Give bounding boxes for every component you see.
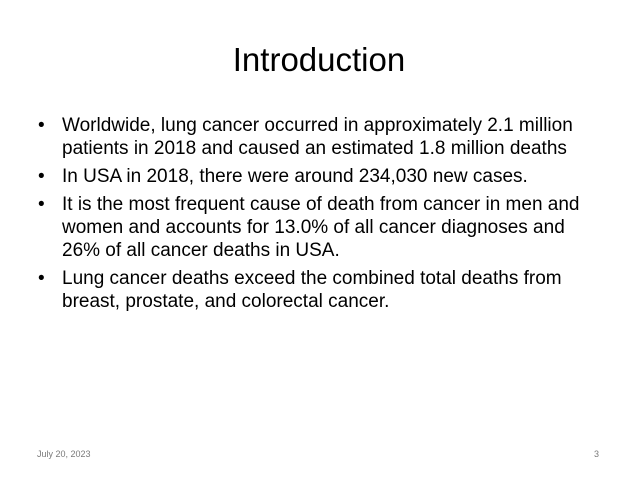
footer-date: July 20, 2023 bbox=[37, 449, 91, 459]
slide-title: Introduction bbox=[232, 41, 406, 78]
bullet-item bbox=[38, 193, 608, 262]
page-number: 3 bbox=[593, 449, 599, 459]
bullet-list bbox=[38, 114, 608, 318]
bullet-dot-icon: • bbox=[38, 194, 45, 215]
bullet-text: Worldwide, lung cancer occurred in approximately 2.1 million patients in 2018 and caused an estimated 1.8 million deaths bbox=[62, 115, 573, 159]
bullet-dot-icon: • bbox=[38, 166, 45, 187]
bullet-text: In USA in 2018, there were around 234,030 new cases. bbox=[62, 166, 528, 187]
bullet-item bbox=[38, 114, 608, 160]
bullet-text: It is the most frequent cause of death from cancer in men and women and accounts for 13.0% of all cancer diagnoses and 26% of all cancer deaths in USA. bbox=[62, 194, 580, 261]
bullet-text: Lung cancer deaths exceed the combined total deaths from breast, prostate, and colorectal cancer. bbox=[62, 268, 562, 312]
bullet-item bbox=[38, 267, 608, 313]
bullet-dot-icon: • bbox=[38, 268, 45, 289]
bullet-dot-icon: • bbox=[38, 115, 45, 136]
bullet-item bbox=[38, 165, 608, 188]
